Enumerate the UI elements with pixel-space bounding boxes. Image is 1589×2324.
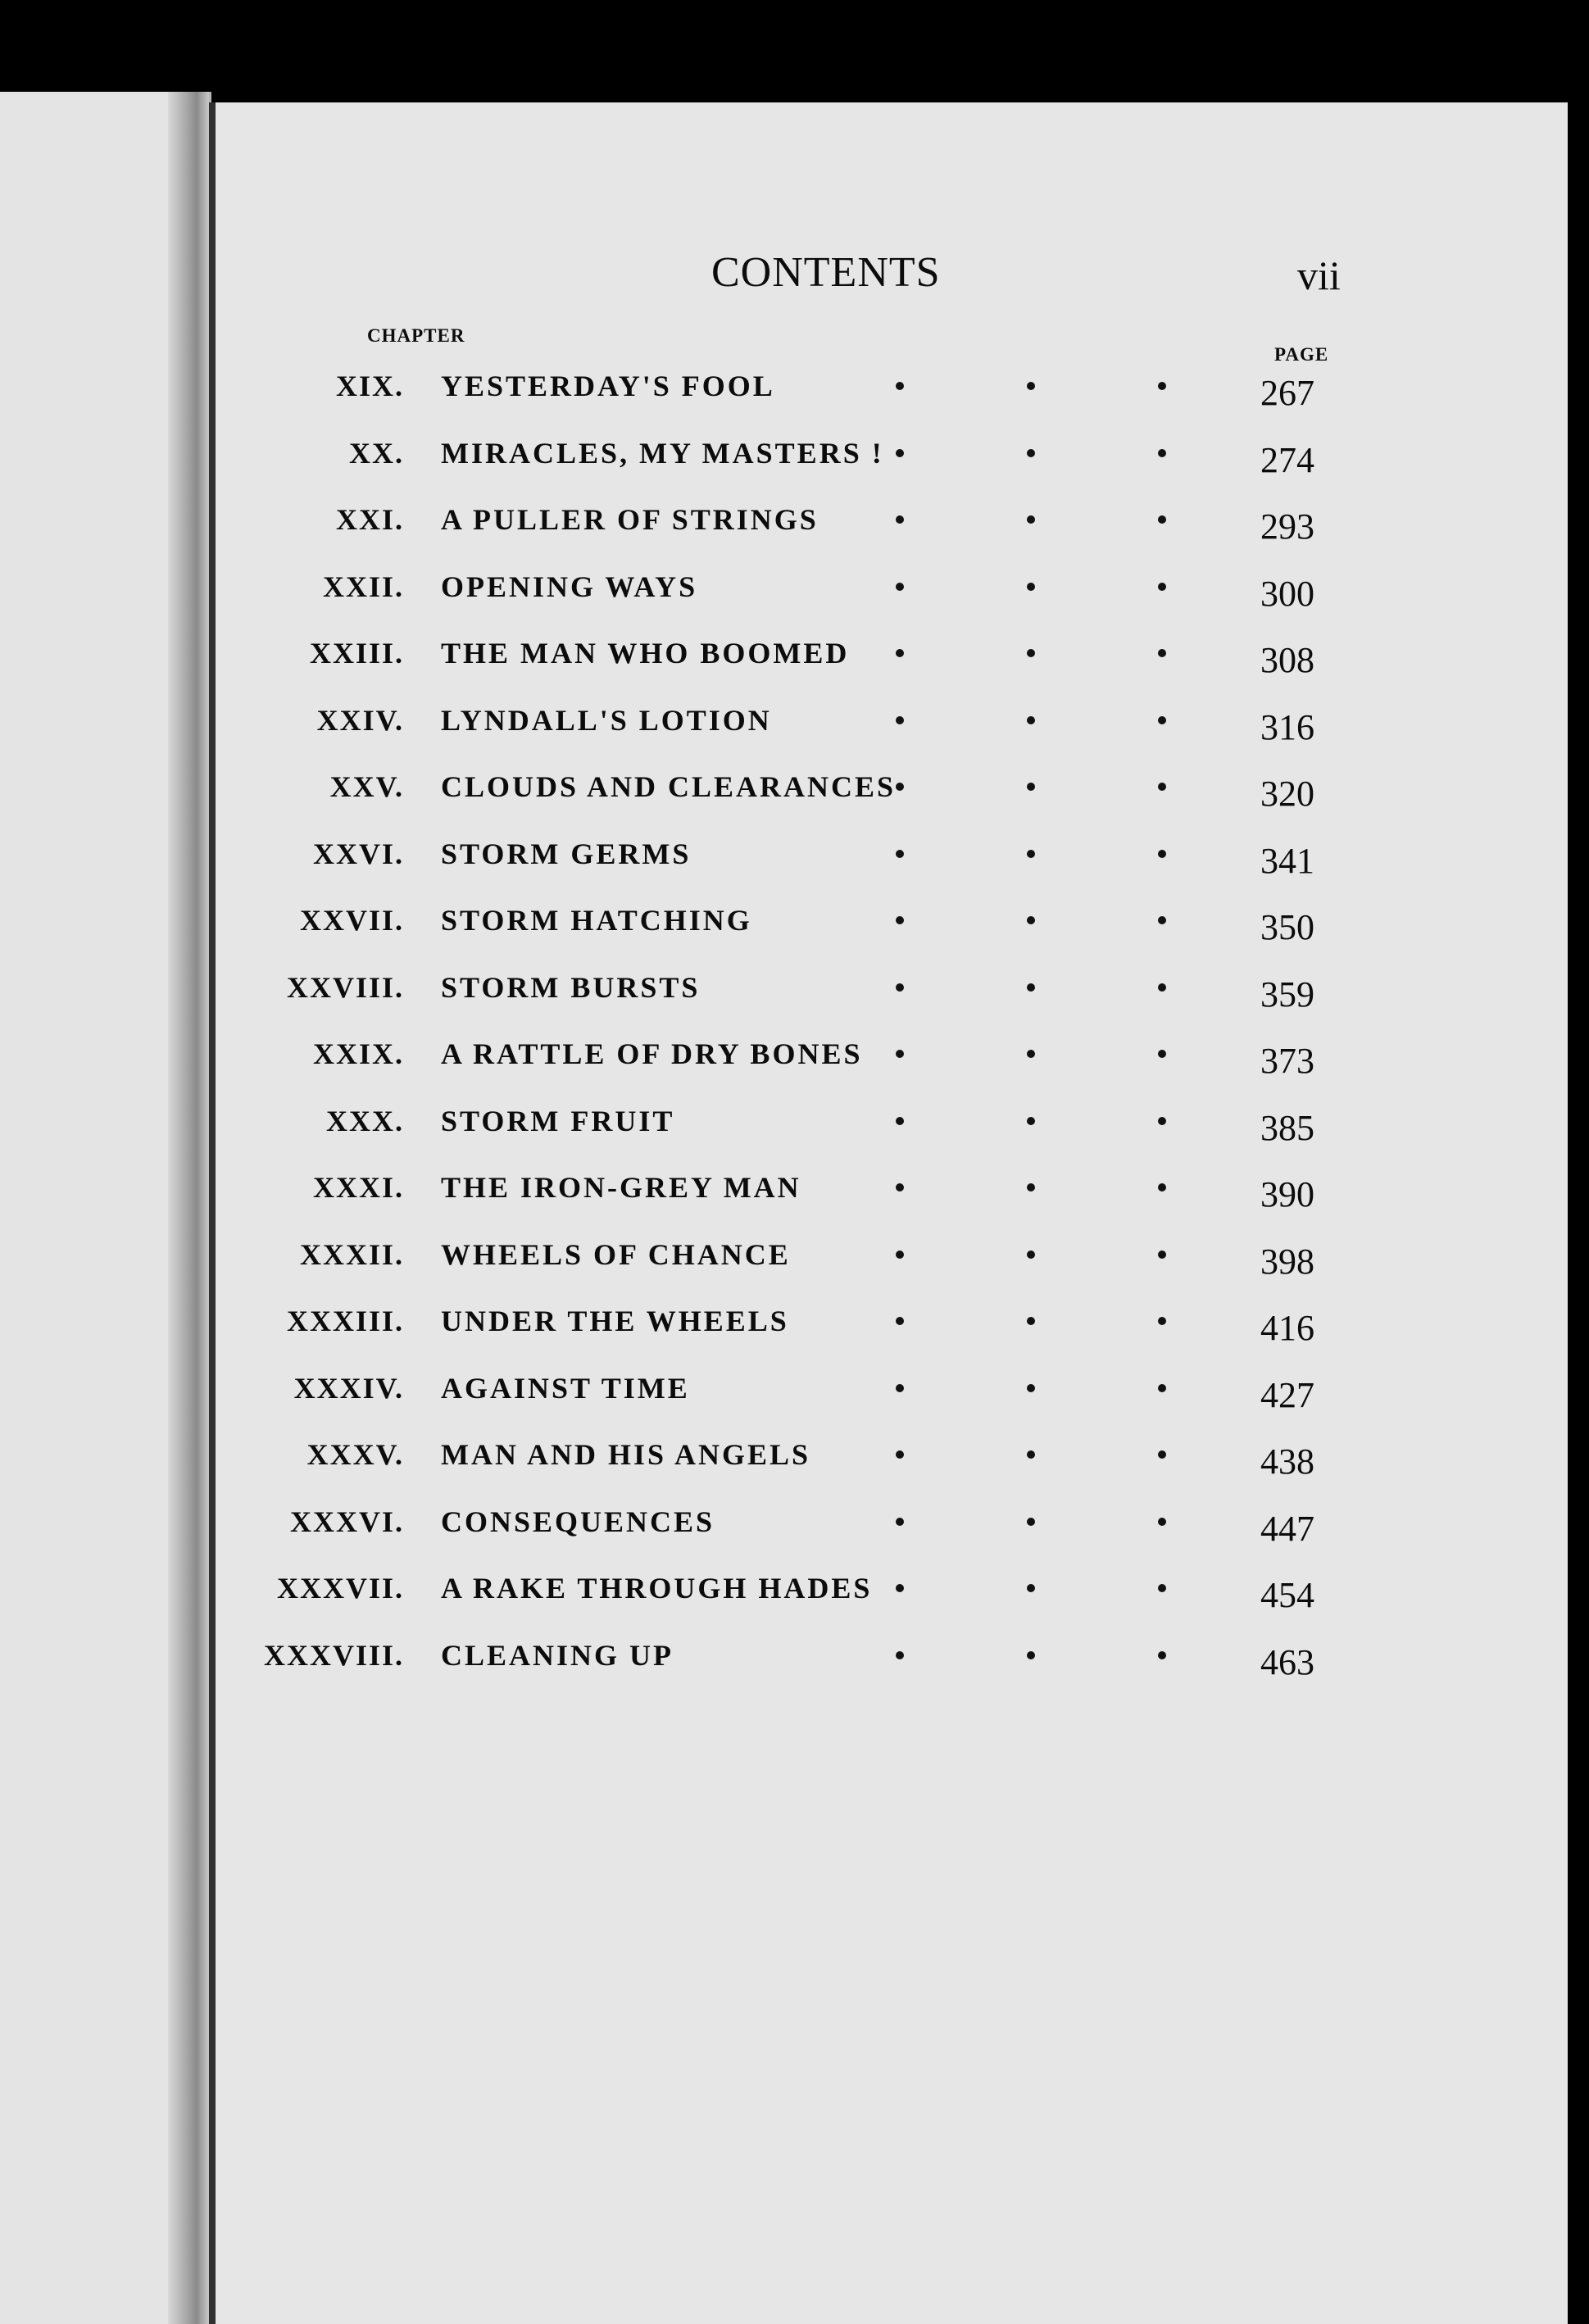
leader-dot [1027,1651,1035,1659]
chapter-title: LYNDALL'S LOTION [441,703,772,737]
leader-dot [896,515,904,524]
toc-entry [216,1571,1568,1628]
page-number: 463 [1260,1641,1314,1682]
chapter-number: XXVII. [299,904,404,937]
chapter-number: XX. [349,436,404,470]
running-head: CONTENTS [711,249,941,296]
leader-dot [896,1518,904,1526]
chapter-number: XXII. [322,570,404,603]
page-folio: vii [1297,252,1341,298]
chapter-number: XXVIII. [286,970,404,1004]
leader-dot [1158,1651,1166,1659]
page-number: 350 [1260,907,1314,947]
page-number: 308 [1260,640,1314,680]
leader-dot [1027,1050,1035,1058]
chapter-title: THE IRON-GREY MAN [441,1171,801,1204]
leader-dot [1158,1117,1166,1125]
chapter-column-label: CHAPTER [367,325,465,346]
leader-dot [1027,449,1035,457]
leader-dot [1158,1251,1166,1259]
chapter-title: YESTERDAY'S FOOL [441,370,775,402]
chapter-number: XXV. [329,770,404,803]
page-column-label: PAGE [1274,344,1329,365]
page-number: 341 [1260,840,1314,881]
leader-dot [1158,716,1166,724]
leader-dot [896,1251,904,1259]
leader-dot [1027,850,1035,858]
leader-dot [1158,649,1166,657]
leader-dot [896,1584,904,1592]
chapter-number: XXXII. [299,1237,404,1271]
leader-dot [896,1651,904,1659]
leader-dot [1158,983,1166,992]
leader-dot [1027,1384,1035,1392]
page-number: 390 [1260,1174,1314,1214]
leader-dot [1158,1450,1166,1459]
leader-dot [1158,1050,1166,1058]
page-number: 416 [1260,1308,1314,1348]
chapter-number: XXXIV. [293,1371,404,1405]
leader-dot [1027,983,1035,992]
toc-entry [216,1505,1568,1562]
leader-dot [896,983,904,992]
page-number: 447 [1260,1508,1314,1549]
leader-dot [1027,649,1035,657]
page-number: 373 [1260,1041,1314,1081]
leader-dot [1027,515,1035,524]
chapter-number: XXI. [335,503,404,536]
chapter-number: XXXV. [306,1438,404,1471]
leader-dot [896,382,904,390]
chapter-title: CLOUDS AND CLEARANCES [441,770,897,803]
toc-entry [216,970,1568,1028]
chapter-number: XXX. [326,1104,404,1137]
leader-dot [896,916,904,924]
toc-entry [216,703,1568,760]
leader-dot [1158,916,1166,924]
leader-dot [896,716,904,724]
toc-entry [216,1170,1568,1228]
leader-dot [1027,1183,1035,1192]
chapter-number: XXXVIII. [263,1638,404,1672]
toc-entry [216,837,1568,894]
page-number: 438 [1260,1441,1314,1482]
chapter-title: AGAINST TIME [441,1371,690,1405]
toc-entry [216,1037,1568,1094]
leader-dot [1158,783,1166,791]
leader-dot [896,1317,904,1325]
page-number: 385 [1260,1107,1314,1148]
leader-dot [1027,1518,1035,1526]
chapter-number: XIX. [335,370,404,402]
leader-dot [1158,1384,1166,1392]
contents-page [209,102,1568,2324]
leader-dot [1158,583,1166,591]
chapter-title: WHEELS OF CHANCE [441,1237,791,1271]
leader-dot [1158,515,1166,524]
chapter-number: XXXI. [312,1171,404,1204]
leader-dot [1027,916,1035,924]
chapter-number: XXIII. [309,637,404,670]
chapter-title: CLEANING UP [441,1638,674,1672]
toc-entry [216,1371,1568,1428]
leader-dot [896,583,904,591]
toc-entry [216,1304,1568,1361]
leader-dot [896,1384,904,1392]
chapter-title: MIRACLES, MY MASTERS ! [441,436,884,470]
chapter-title: A RATTLE OF DRY BONES [441,1037,863,1070]
chapter-number: XXIX. [312,1037,404,1070]
leader-dot [1027,1450,1035,1459]
page-number: 427 [1260,1374,1314,1415]
toc-entry [216,570,1568,627]
page-number: 316 [1260,706,1314,747]
page-number: 398 [1260,1241,1314,1282]
toc-entry [216,1437,1568,1495]
chapter-number: XXXVII. [276,1572,404,1605]
chapter-number: XXIV. [316,703,404,737]
chapter-title: UNDER THE WHEELS [441,1305,789,1337]
leader-dot [896,1183,904,1192]
table-of-contents [216,102,1568,2324]
chapter-title: A PULLER OF STRINGS [441,503,819,536]
chapter-number: XXXVI. [289,1505,404,1538]
toc-entry [216,1104,1568,1161]
page-number: 274 [1260,439,1314,480]
leader-dot [1158,1317,1166,1325]
toc-entry [216,369,1568,426]
chapter-number: XXVI. [312,837,404,870]
leader-dot [1027,716,1035,724]
chapter-title: STORM HATCHING [441,904,752,937]
chapter-title: MAN AND HIS ANGELS [441,1438,811,1471]
leader-dot [896,649,904,657]
leader-dot [896,449,904,457]
chapter-title: OPENING WAYS [441,570,698,603]
toc-entry [216,903,1568,960]
leader-dot [1027,382,1035,390]
toc-entry [216,1237,1568,1295]
leader-dot [896,1117,904,1125]
leader-dot [1027,1117,1035,1125]
page-number: 293 [1260,506,1314,547]
leader-dot [1027,1251,1035,1259]
toc-entry [216,769,1568,827]
page-number: 320 [1260,774,1314,814]
leader-dot [896,1050,904,1058]
leader-dot [1027,1584,1035,1592]
book-gutter [168,92,209,2324]
leader-dot [896,1450,904,1459]
toc-entry [216,436,1568,493]
chapter-title: CONSEQUENCES [441,1505,715,1538]
leader-dot [1027,1317,1035,1325]
page-number: 300 [1260,573,1314,614]
page-number: 454 [1260,1575,1314,1615]
leader-dot [1158,1183,1166,1192]
toc-entry [216,636,1568,693]
leader-dot [1158,1584,1166,1592]
leader-dot [1158,382,1166,390]
leader-dot [1027,583,1035,591]
page-number: 359 [1260,974,1314,1014]
chapter-title: STORM GERMS [441,837,692,870]
chapter-number: XXXIII. [286,1305,404,1337]
page-number: 267 [1260,373,1314,413]
leader-dot [1158,850,1166,858]
toc-entry [216,502,1568,560]
toc-entry [216,1638,1568,1695]
leader-dot [896,850,904,858]
chapter-title: THE MAN WHO BOOMED [441,637,850,670]
chapter-title: STORM FRUIT [441,1104,675,1137]
leader-dot [896,783,904,791]
leader-dot [1158,449,1166,457]
leader-dot [1158,1518,1166,1526]
chapter-title: A RAKE THROUGH HADES [441,1572,873,1605]
chapter-title: STORM BURSTS [441,970,701,1004]
leader-dot [1027,783,1035,791]
